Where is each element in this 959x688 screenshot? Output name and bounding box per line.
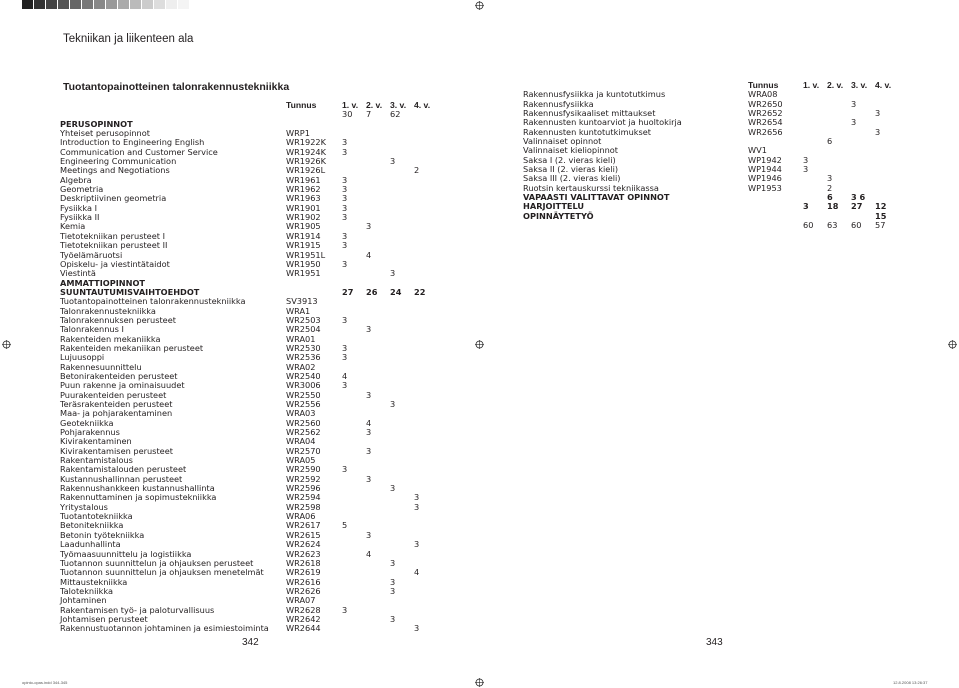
course-name: Puun rakenne ja ominaisuudet [60, 380, 185, 391]
column-header-year-2: 2. v. [827, 80, 844, 90]
table-row [60, 194, 460, 203]
course-name: Talonrakennuksen perusteet [60, 314, 176, 325]
print-slug-left: opinto-opas.indd 344-345 [22, 680, 68, 685]
credits-year-2: 2 [827, 182, 833, 193]
course-code: WP1944 [748, 164, 782, 175]
right-course-table [523, 81, 923, 231]
course-code: WR1962 [286, 184, 321, 195]
credits-year-4: 22 [414, 286, 426, 297]
course-name: VAPAASTI VALITTAVAT OPINNOT [523, 192, 670, 203]
course-code: WR1924K [286, 146, 326, 157]
credits-year-1: 3 [342, 184, 348, 195]
credits-year-2: 3 [827, 173, 833, 184]
course-name: Tuotantotekniikka [60, 511, 133, 522]
credits-year-1: 3 [342, 193, 348, 204]
table-row [523, 212, 923, 221]
course-name: Betonitekniikka [60, 520, 124, 531]
course-name: Mittaustekniikka [60, 576, 128, 587]
table-row [60, 260, 460, 269]
credits-year-4: 4 [414, 567, 420, 578]
course-code: WR3006 [286, 380, 321, 391]
course-code: WR1901 [286, 202, 321, 213]
program-title: Tuotantopainotteinen talonrakennustekniikka [63, 81, 290, 93]
course-code: WR2560 [286, 417, 321, 428]
course-name: Rakenteiden mekaniikka [60, 333, 161, 344]
table-row [60, 419, 460, 428]
course-name: Valinnaiset kieliopinnot [523, 145, 618, 156]
course-name: Lujuusoppi [60, 352, 105, 363]
table-row [60, 409, 460, 418]
credits-year-3: 3 [390, 156, 396, 167]
course-name: Rakenteiden mekaniikan perusteet [60, 342, 204, 353]
registration-mark-bottom-center [475, 678, 484, 687]
credits-year-1: 3 [342, 352, 348, 363]
course-name: Rakennusten kuntotutkimukset [523, 126, 652, 137]
credits-year-1: 27 [342, 286, 354, 297]
credits-year-2: 3 [366, 324, 372, 335]
credits-year-4: 3 [414, 539, 420, 550]
course-code: WR2650 [748, 98, 783, 109]
course-name: PERUSOPINNOT [60, 118, 133, 129]
course-name: Tietotekniikan perusteet I [60, 230, 165, 241]
page-number-right: 343 [706, 637, 723, 648]
credits-year-3: 3 [390, 557, 396, 568]
course-name: Työmaasuunnittelu ja logistiikka [60, 548, 192, 559]
course-name: Rakentamistalous [60, 455, 133, 466]
course-name: SUUNTAUTUMISVAIHTOEHDOT [60, 286, 200, 297]
color-swatch [178, 0, 190, 9]
credits-year-2: 6 [827, 136, 833, 147]
color-swatch [118, 0, 130, 9]
course-code: WR1905 [286, 221, 321, 232]
course-code: WR2642 [286, 613, 321, 624]
credits-year-2: 3 [366, 473, 372, 484]
course-code: WR1922K [286, 137, 326, 148]
credits-year-2: 7 [366, 109, 372, 120]
credits-year-2: 4 [366, 417, 372, 428]
course-name: Geometria [60, 184, 104, 195]
course-code: WR2619 [286, 567, 321, 578]
credits-year-3: 60 [851, 220, 862, 231]
course-name: Työelämäruotsi [60, 249, 123, 260]
course-code: WR1951 [286, 268, 321, 279]
credits-year-1: 3 [342, 202, 348, 213]
color-swatch [70, 0, 82, 9]
column-header-code: Tunnus [748, 80, 779, 90]
registration-mark-center [475, 340, 484, 349]
course-code: WR2628 [286, 604, 321, 615]
course-code: WRA08 [748, 89, 778, 100]
credits-year-2: 63 [827, 220, 838, 231]
course-name: Opiskelu- ja viestintätaidot [60, 258, 170, 269]
course-name: Yhteiset perusopinnot [60, 128, 150, 139]
credits-year-1: 3 [342, 146, 348, 157]
course-name: HARJOITTELU [523, 201, 585, 212]
color-swatch [142, 0, 154, 9]
course-code: WR1902 [286, 212, 321, 223]
course-name: Betonin työtekniikka [60, 529, 145, 540]
course-name: Rakennusfysikaaliset mittaukset [523, 108, 656, 119]
table-row [60, 204, 460, 213]
course-name: Yritystalous [60, 501, 108, 512]
course-code: WR1951L [286, 249, 326, 260]
credits-year-3: 3 [390, 399, 396, 409]
credits-year-1: 30 [342, 109, 353, 120]
course-name: Johtamisen perusteet [60, 613, 148, 624]
course-code: WRA07 [286, 595, 316, 606]
course-code: WR2590 [286, 464, 321, 475]
credits-year-1: 3 [342, 380, 348, 391]
credits-year-3: 3 [390, 613, 396, 624]
column-header-year-1: 1. v. [803, 80, 820, 90]
credits-year-3: 27 [851, 201, 863, 212]
course-code: WRA01 [286, 333, 316, 344]
credits-year-1: 3 [803, 201, 809, 212]
course-name: Betonirakenteiden perusteet [60, 370, 178, 381]
credits-year-1: 3 [342, 604, 348, 615]
course-code: WR2504 [286, 324, 321, 335]
course-code: WRA06 [286, 511, 316, 522]
course-code: WR2592 [286, 473, 321, 484]
color-swatch [34, 0, 46, 9]
course-name: Tuotannon suunnittelun ja ohjauksen menetelmät [60, 567, 264, 578]
credits-year-4: 57 [875, 220, 886, 231]
course-code: WR2654 [748, 117, 783, 128]
course-code: WR1963 [286, 193, 321, 204]
credits-year-4: 15 [875, 210, 887, 221]
credits-year-3: 3 [390, 576, 396, 587]
course-code: WR2503 [286, 314, 321, 325]
course-code: WR2550 [286, 389, 321, 400]
right-table-body [523, 90, 923, 230]
course-name: Saksa II (2. vieras kieli) [523, 164, 619, 175]
course-code: WR2596 [286, 483, 321, 494]
course-code: WR2536 [286, 352, 321, 363]
column-header-year-2: 2. v. [366, 100, 383, 110]
course-code: WRA02 [286, 361, 316, 372]
left-table-header [60, 101, 460, 110]
course-code: WR2656 [748, 126, 783, 137]
column-header-year-1: 1. v. [342, 100, 359, 110]
table-row [60, 213, 460, 222]
credits-year-3: 3 6 [851, 192, 866, 203]
credits-year-2: 4 [366, 249, 372, 260]
section-header: Tekniikan ja liikenteen ala [63, 33, 194, 45]
credits-year-1: 60 [803, 220, 814, 231]
course-code: WR2570 [286, 445, 321, 456]
course-name: Kivirakentaminen [60, 436, 132, 447]
credits-year-1: 3 [342, 174, 348, 185]
course-name: Rakennusten kuntoarviot ja huoltokirja [523, 117, 682, 128]
course-code: WRA04 [286, 436, 316, 447]
registration-mark-top-center [475, 1, 484, 10]
course-code: WR2615 [286, 529, 321, 540]
table-row [60, 624, 460, 633]
credits-year-4: 3 [875, 108, 881, 119]
course-code: WR2616 [286, 576, 321, 587]
course-code: WR2530 [286, 342, 321, 353]
course-name: AMMATTIOPINNOT [60, 277, 145, 288]
course-name: Ruotsin kertauskurssi tekniikassa [523, 182, 659, 193]
credits-year-2: 3 [366, 427, 372, 438]
course-name: Laadunhallinta [60, 539, 121, 550]
course-name: Saksa I (2. vieras kieli) [523, 154, 616, 165]
credits-year-2: 4 [366, 548, 372, 559]
color-swatch [82, 0, 94, 9]
course-code: WR1914 [286, 230, 321, 241]
course-name: Saksa III (2. vieras kieli) [523, 173, 621, 184]
course-code: WRA1 [286, 305, 311, 316]
credits-year-3: 62 [390, 109, 401, 120]
course-name: Rakennesuunnittelu [60, 361, 142, 372]
course-name: Tietotekniikan perusteet II [60, 240, 168, 251]
course-name: Engineering Communication [60, 156, 177, 167]
table-row [60, 344, 460, 353]
course-code: WR1926K [286, 156, 326, 167]
course-code: WR1926L [286, 165, 326, 176]
credits-year-4: 3 [414, 623, 420, 634]
course-name: Rakennuttaminen ja sopimustekniikka [60, 492, 217, 503]
credits-year-2: 18 [827, 201, 839, 212]
course-name: Deskriptiivinen geometria [60, 193, 167, 204]
course-code: WR2644 [286, 623, 321, 634]
course-name: Tuotantopainotteinen talonrakennustekniikka [60, 296, 246, 307]
credits-year-3: 24 [390, 286, 402, 297]
table-row [60, 166, 460, 175]
course-name: Meetings and Negotiations [60, 165, 170, 176]
course-name: Teräsrakenteiden perusteet [60, 399, 173, 409]
credits-year-2: 3 [366, 221, 372, 232]
credits-year-3: 3 [390, 585, 396, 596]
course-code: WR2598 [286, 501, 321, 512]
credits-year-2: 26 [366, 286, 378, 297]
credits-year-1: 3 [342, 230, 348, 241]
course-code: WR1961 [286, 174, 321, 185]
print-slug-right: 12.8.2008 13:26:37 [893, 680, 928, 685]
credits-year-4: 3 [414, 492, 420, 503]
course-code: WRP1 [286, 128, 310, 139]
course-code: WP1942 [748, 154, 782, 165]
course-name: Viestintä [60, 268, 96, 279]
color-swatch [94, 0, 106, 9]
credits-year-1: 5 [342, 520, 348, 531]
left-table-body [60, 110, 460, 633]
course-name: Rakennushankkeen kustannushallinta [60, 483, 215, 494]
course-code: WP1953 [748, 182, 782, 193]
credits-year-1: 3 [342, 240, 348, 251]
course-name: Maa- ja pohjarakentaminen [60, 408, 173, 419]
course-code: WV1 [748, 145, 767, 156]
course-name: Tuotannon suunnittelun ja ohjauksen perusteet [60, 557, 254, 568]
color-swatch [106, 0, 118, 9]
credits-year-1: 3 [342, 464, 348, 475]
credits-year-4: 3 [414, 501, 420, 512]
credits-year-1: 3 [342, 342, 348, 353]
credits-year-3: 3 [390, 483, 396, 494]
credits-year-1: 3 [342, 137, 348, 148]
course-name: Algebra [60, 174, 92, 185]
course-code: WP1946 [748, 173, 782, 184]
course-code: WR2617 [286, 520, 321, 531]
color-swatch [154, 0, 166, 9]
color-swatches [22, 0, 190, 9]
left-course-table [60, 101, 460, 634]
table-row [60, 578, 460, 587]
course-name: Geotekniikka [60, 417, 114, 428]
course-name: Talotekniikka [60, 585, 114, 596]
color-swatch [58, 0, 70, 9]
color-swatch [22, 0, 34, 9]
course-code: WR2626 [286, 585, 321, 596]
credits-year-4: 3 [875, 126, 881, 137]
course-name: Rakennusfysiikka [523, 98, 594, 109]
course-name: Introduction to Engineering English [60, 137, 205, 148]
registration-mark-left [2, 340, 11, 349]
column-header-year-3: 3. v. [851, 80, 868, 90]
course-code: SV3913 [286, 296, 318, 307]
course-name: Puurakenteiden perusteet [60, 389, 167, 400]
color-swatch [166, 0, 178, 9]
course-name: Rakennustuotannon johtaminen ja esimiestoiminta [60, 623, 269, 634]
course-code: WR2594 [286, 492, 321, 503]
table-row [60, 493, 460, 502]
table-row [60, 587, 460, 596]
credits-year-1: 3 [342, 212, 348, 223]
registration-mark-right [948, 340, 957, 349]
course-name: Rakentamisen työ- ja paloturvallisuus [60, 604, 215, 615]
course-name: Kustannushallinnan perusteet [60, 473, 183, 484]
course-name: Talonrakennus I [60, 324, 124, 335]
course-code: WR1950 [286, 258, 321, 269]
course-name: Talonrakennustekniikka [60, 305, 156, 316]
course-code: WR2556 [286, 399, 321, 409]
table-row [523, 221, 923, 230]
page-number-left: 342 [242, 637, 259, 648]
course-name: Fysiikka II [60, 212, 100, 223]
course-code: WR2618 [286, 557, 321, 568]
column-header-code: Tunnus [286, 100, 317, 110]
course-name: Rakentamistalouden perusteet [60, 464, 187, 475]
column-header-year-4: 4. v. [875, 80, 892, 90]
credits-year-3: 3 [851, 117, 857, 128]
course-code: WR2652 [748, 108, 783, 119]
course-name: Kivirakentamisen perusteet [60, 445, 173, 456]
course-name: Johtaminen [60, 595, 107, 606]
credits-year-1: 3 [342, 314, 348, 325]
credits-year-3: 3 [390, 268, 396, 279]
course-name: Fysiikka I [60, 202, 97, 213]
course-code: WR2562 [286, 427, 321, 438]
course-code: WRA05 [286, 455, 316, 466]
course-name: Kemia [60, 221, 86, 232]
credits-year-1: 4 [342, 370, 348, 381]
credits-year-2: 3 [366, 529, 372, 540]
credits-year-4: 2 [414, 165, 420, 176]
credits-year-2: 3 [366, 445, 372, 456]
color-swatch [130, 0, 142, 9]
column-header-year-4: 4. v. [414, 100, 431, 110]
credits-year-1: 3 [803, 164, 809, 175]
course-code: WR2623 [286, 548, 321, 559]
course-code: WR1915 [286, 240, 321, 251]
course-code: WRA03 [286, 408, 316, 419]
credits-year-1: 3 [342, 258, 348, 269]
credits-year-1: 3 [803, 154, 809, 165]
credits-year-3: 3 [851, 98, 857, 109]
course-name: Pohjarakennus [60, 427, 120, 438]
color-swatch [46, 0, 58, 9]
course-code: WR2624 [286, 539, 321, 550]
credits-year-4: 12 [875, 201, 887, 212]
course-name: Rakennusfysiikka ja kuntotutkimus [523, 89, 666, 100]
credits-year-2: 6 [827, 192, 833, 203]
course-name: Valinnaiset opinnot [523, 136, 602, 147]
column-header-year-3: 3. v. [390, 100, 407, 110]
course-name: Communication and Customer Service [60, 146, 218, 157]
credits-year-2: 3 [366, 389, 372, 400]
course-name: OPINNÄYTETYÖ [523, 210, 594, 221]
course-code: WR2540 [286, 370, 321, 381]
table-row [60, 176, 460, 185]
